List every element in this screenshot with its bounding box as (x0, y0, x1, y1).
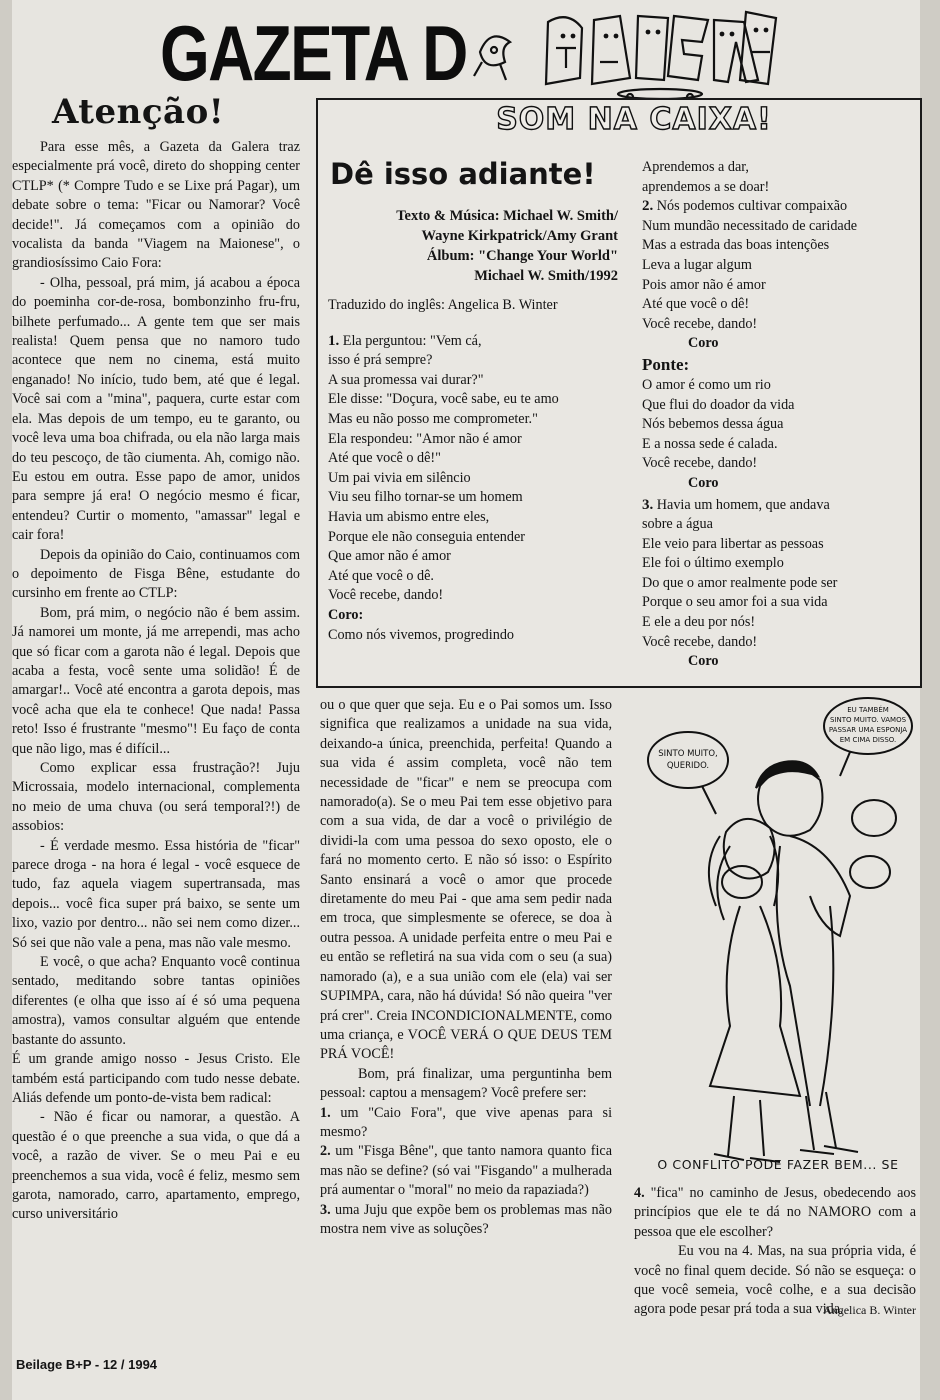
lyric-line: Havia um abismo entre eles, (328, 508, 490, 525)
bubble-girl-line: QUERIDO. (666, 761, 710, 771)
adjacent-page-edge-left (0, 0, 12, 1400)
lyric-line: Do que o amor realmente pode ser (642, 574, 838, 591)
lyric-line: Mas eu não posso me comprometer." (328, 410, 538, 427)
lyric-line: A sua promessa vai durar?" (328, 371, 484, 388)
credit-line: Wayne Kirkpatrick/Amy Grant (421, 228, 618, 244)
lyric-line: Um pai vivia em silêncio (328, 469, 471, 486)
galera-logo-drawing (460, 2, 790, 102)
verse-number: 1. (328, 332, 340, 349)
cartoon-caption: O CONFLITO PODE FAZER BEM... SE (657, 1157, 899, 1172)
option-text: um "Caio Fora", que vive apenas para si mesmo? (320, 1104, 613, 1140)
boxing-couple-cartoon (630, 696, 922, 1176)
lyric-line: Mas a estrada das boas intenções (642, 237, 830, 254)
song-heading: Dê isso adiante! (330, 157, 596, 191)
speech-bubble-girl (648, 732, 728, 788)
right-column (634, 1184, 916, 1320)
left-column (12, 92, 300, 1225)
author-signature: Angelica B. Winter (823, 1302, 916, 1317)
option-item (320, 1104, 612, 1143)
lyric-text: Havia um homem, que andava (656, 496, 830, 513)
lyric-line: Você recebe, dando! (642, 633, 758, 650)
translator-credit: Traduzido do inglês: Angelica B. Winter (328, 297, 558, 313)
song-right-column (642, 158, 914, 672)
lyric-line: Pois amor não é amor (642, 276, 766, 293)
ponte-label: Ponte: (642, 354, 690, 374)
bubble-boy-line: EM CIMA DISSO. (839, 736, 897, 744)
option-number: 3. (320, 1201, 331, 1218)
boxing-glove-icon (852, 800, 896, 836)
masthead-title: GAZETA D (160, 9, 467, 97)
option-item (320, 1201, 612, 1240)
lyric-line: Nós bebemos dessa água (642, 416, 784, 433)
middle-paragraph: Bom, prá finalizar, uma perguntinha bem pessoal: captou a mensagem? Você prefere ser: (320, 1065, 612, 1102)
song-lyrics-box (316, 98, 922, 688)
lyric-line: Que flui do doador da vida (642, 396, 795, 413)
closing-paragraph: Eu vou na 4. Mas, na sua própria vida, é você no final quem decide. Só não se esqueça: o que você semeia, você colhe, e a sua decisão agora pode pesar prá toda a sua vida. (634, 1243, 916, 1318)
left-paragraph: - Não é ficar ou namorar, a questão. A questão é o que preenche a sua vida, o que dá a você, a razão de viver. Se o meu Pai e eu preenchemos a sua vida, você é feliz, mesmo sem garota, namorado, carro, apartamento, emprego, curso universitário (12, 1109, 300, 1223)
lyric-line: Ele foi o último exemplo (642, 555, 784, 572)
option-number: 1. (320, 1104, 331, 1121)
lyric-line (328, 332, 618, 352)
som-na-caixa-title: SOM NA CAIXA! (496, 102, 772, 137)
middle-column (320, 696, 612, 1239)
coro-marker: Coro (688, 335, 719, 352)
left-paragraph: Depois da opinião do Caio, continuamos com o depoimento de Fisga Bêne, estudante do cursinho em frente ao CTLP: (12, 546, 300, 602)
option-item (320, 1142, 612, 1200)
lyric-line: Aprendemos a dar, (642, 159, 749, 175)
lyric-line: Até que você o dê!" (328, 450, 441, 467)
option-text: um "Fisga Bêne", que tanto namora quanto fica mas não se define? (só vai "Fisgando" a mulherada prá aumentar o "moral" no meio da rapaziada?) (320, 1143, 612, 1199)
lyric-line (642, 197, 914, 217)
left-paragraph: - É verdade mesmo. Essa história de "ficar" parece droga - na hora é legal - você esquece de tudo, faz aquela viagem supertransada, mas depois... você fica super prá baixo, se sente um lixo, vazio por dentro... não sei nem como dizer... Só sei que não vale a pena, mas não vale mesmo. (12, 837, 300, 951)
left-paragraph: Para esse mês, a Gazeta da Galera traz especialmente prá você, direto do shopping center CTLP* (* Compre Tudo e se Lixe prá Pagar), um debate sobre o tema: "Ficar ou Namorar? Você decide!". Já começamos com a opinião do vocalista da banda "Viagem na Maionese", o grandiosíssimo Caio Fora: (12, 139, 300, 272)
bubble-boy-line: EU TAMBÉM (847, 706, 889, 714)
song-left-column (328, 152, 618, 645)
lyric-line: sobre a água (642, 516, 713, 533)
adjacent-page-edge-right (920, 0, 940, 1400)
coro-marker: Coro (688, 653, 719, 670)
atencao-heading: Atenção! (52, 92, 225, 132)
bubble-boy-line: SINTO MUITO. VAMOS (829, 716, 907, 724)
lyric-line: Você recebe, dando! (328, 587, 444, 604)
lyric-line: aprendemos a se doar! (642, 178, 770, 195)
lyric-line: E a nossa sede é calada. (642, 435, 778, 452)
left-paragraph: Como explicar essa frustração?! Juju Microssaia, modelo internacional, complementa no meio de uma chuva (ou será temporal?!) de assobios: (12, 760, 300, 835)
left-paragraph: Bom, prá mim, o negócio não é bem assim. Já namorei um monte, já me arrependi, mas acho que só ficar com a garota não é legal. Depois que acaba a festa, você sente uma solidão! É de amargar!.. Você até encontra a garota depois, mas você acha que ela te conhece! Que nada! Passa reto! Isso é frustrante "mesmo"! Eu faço de conta que não ligo, mas é difícil... (12, 604, 300, 757)
credit-line: Michael W. Smith/1992 (474, 268, 618, 284)
lyric-line: Que amor não é amor (328, 548, 451, 565)
lyric-line: Até que você o dê. (328, 567, 434, 584)
verse-number: 2. (642, 198, 654, 215)
lyric-text: Nós podemos cultivar compaixão (656, 198, 848, 215)
lyric-line: Viu seu filho tornar-se um homem (328, 489, 523, 506)
page-footer: Beilage B+P - 12 / 1994 (16, 1357, 158, 1372)
option-item (634, 1184, 916, 1242)
lyric-line: Até que você o dê! (642, 296, 750, 313)
lyric-line: Como nós vivemos, progredindo (328, 626, 515, 643)
bubble-boy-line: PASSAR UMA ESPONJA (828, 726, 908, 734)
credit-line: Texto & Música: Michael W. Smith/ (396, 208, 618, 224)
option-text: "fica" no caminho de Jesus, obedecendo aos princípios que ele te dá no NAMORO com a pessoa que ele escolher? (634, 1185, 916, 1240)
lyric-line: O amor é como um rio (642, 376, 771, 393)
option-number: 2. (320, 1143, 331, 1160)
left-paragraph: - Olha, pessoal, prá mim, já acabou a época do poeminha cor-de-rosa, bombonzinho fru-fru, bilhete perfumado... A gente tem que ser mais realista! Quem pensa que no namoro tudo acontece que nem no cinema, está muito enganado! No início, tudo bem, até que é legal. Você sai com a "mina", paquera, curte estar com ela. Mas depois de um tempo, eu te garanto, ou você leva uma boa chifrada, ou ela não larga mais do teu pescoço, de tão ciumenta. Ah, comigo não. Eu estou em outra. Esse papo de amor, unidos para sempre já era! O negócio mesmo é ficar, entendeu? Curtir o momento, "amassar" legal e cair fora! (12, 274, 300, 544)
lyric-line: Porque o seu amor foi a sua vida (642, 594, 828, 611)
credit-line: Álbum: "Change Your World" (426, 248, 618, 264)
lyric-line: Você recebe, dando! (642, 315, 758, 332)
lyric-line: E ele a deu por nós! (642, 614, 756, 631)
lyric-line (642, 496, 914, 516)
option-text: uma Juju que expõe bem os problemas mas não mostra nem vive as soluções? (320, 1201, 613, 1237)
lyric-line: Porque ele não conseguia entender (328, 528, 525, 545)
middle-paragraph: ou o que quer que seja. Eu e o Pai somos um. Isso significa que realizamos a unidade na sua vida, deixando-a única, preenchida, perfeita! Quando a sua vida é assim completa, você não tem necessidade de "ficar" e nem se preocupa com namorado(a). Se o meu Pai tem esse objetivo para com a sua vida, de dar a você o privilégio de dividi-la com uma pessoa do sexo oposto, ele o fará no momento certo. E não só isso: o Espírito Santo ensinará a você o amor que procede diretamente do meu Pai - que ama sem pedir nada em troca, que simplesmente se oferece, se doa à outra pessoa. A unidade perfeita entre o meu Pai e eu então se refletirá na sua vida com o seu (a sua) namorado (a), e a sua união com ele (ela) vai ser SUPIMPA, cara, não há dúvida! Só não queira "ver prá crer". Creia INCONDICIONALMENTE, como uma criança, e VOCÊ VERÁ O QUE DEUS TEM PRÁ VOCÊ! (320, 697, 612, 1063)
coro-label: Coro: (328, 606, 364, 623)
verse-number: 3. (642, 496, 654, 513)
lyric-text: Ela perguntou: "Vem cá, (342, 332, 482, 349)
left-paragraph: E você, o que acha? Enquanto você continua sentado, meditando sobre tantas opiniões diferentes (e olha que isso aí é só uma pequena amostra), vamos consultar alguém que entende bastante do assunto. (12, 954, 300, 1048)
lyric-line: Ele disse: "Doçura, você sabe, eu te amo (328, 391, 559, 408)
left-paragraph: É um grande amigo nosso - Jesus Cristo. Ele também está participando com tudo nesse debate. Aliás defende um ponto-de-vista bem radical: (12, 1051, 300, 1106)
lyric-line: Ela respondeu: "Amor não é amor (328, 430, 522, 447)
lyric-line: Leva a lugar algum (642, 256, 752, 273)
option-number: 4. (634, 1185, 645, 1201)
lyric-line: Você recebe, dando! (642, 455, 758, 472)
coro-marker: Coro (688, 474, 719, 491)
bubble-girl-line: SINTO MUITO, (658, 749, 718, 759)
song-credits (328, 206, 618, 286)
lyric-line: isso é prá sempre? (328, 352, 433, 369)
lyric-line: Num mundão necessitado de caridade (642, 217, 858, 234)
lyric-line: Ele veio para libertar as pessoas (642, 535, 824, 552)
